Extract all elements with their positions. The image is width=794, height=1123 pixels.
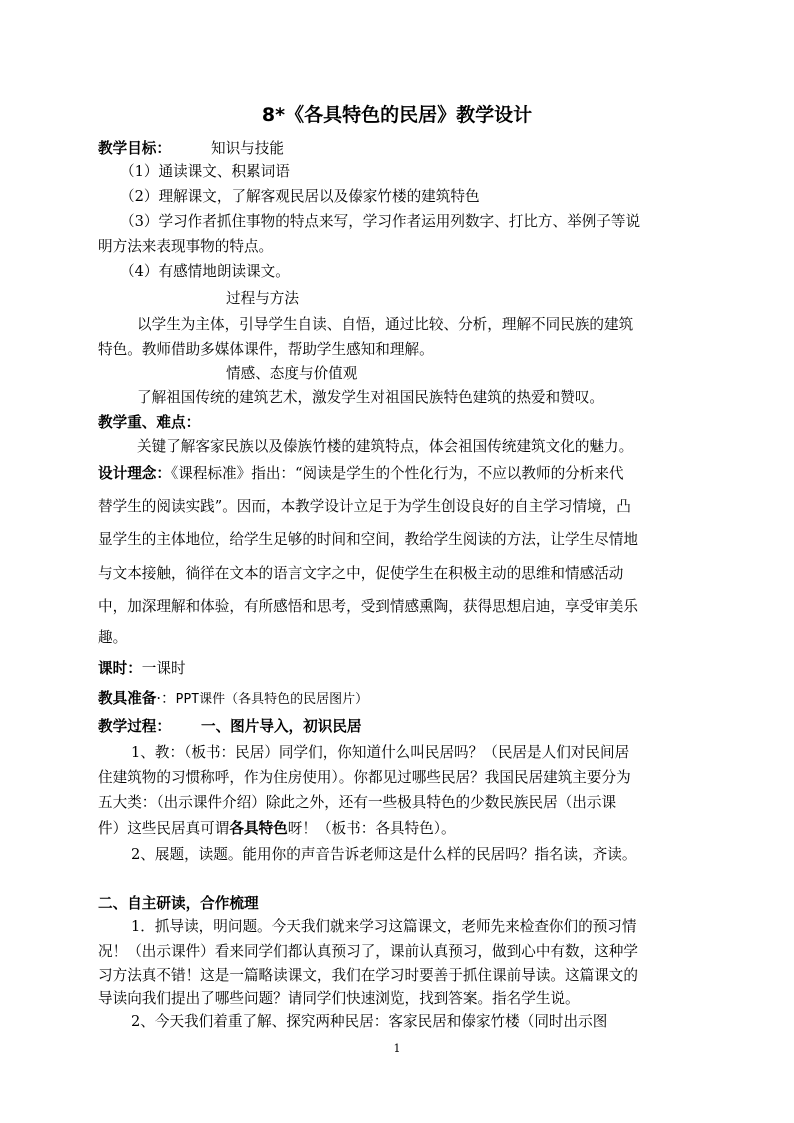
concept-line-1 <box>98 463 624 485</box>
concept-label: 设计理念： <box>98 465 171 482</box>
step-1-text-pre: 件）这些民居真可谓 <box>98 820 230 837</box>
goal-item-3-cont: 明方法来表现事物的特点。 <box>98 238 274 255</box>
step-2-line: 2、展题，读题。能用你的声音告诉老师这是什么样的民居吗？指名读，齐读。 <box>131 846 637 863</box>
process-line <box>98 716 362 738</box>
step-1-text-post: 呀！（板书：各具特色）。 <box>287 820 456 837</box>
process-paragraph: 以学生为主体，引导学生自读、自悟，通过比较、分析，理解不同民族的建筑 <box>137 316 634 333</box>
goals-sub-process: 过程与方法 <box>226 290 299 307</box>
hours-line <box>98 658 186 680</box>
concept-line-5: 中，加深理解和体验，有所感悟和思考，受到情感熏陶，获得思想启迪，享受审美乐 <box>98 598 638 615</box>
goals-line <box>98 138 284 160</box>
step-1-line-1: 1、教：（板书：民居）同学们，你知道什么叫民居吗？（民居是人们对民间居 <box>131 744 630 761</box>
process-paragraph-cont: 特色。教师借助多媒体课件，帮助学生感知和理解。 <box>98 341 434 358</box>
step-1-line-2: 住建筑物的习惯称呼，作为住房使用）。你都见过哪些民居？我国民居建筑主要分为 <box>98 769 631 786</box>
tools-line <box>98 688 368 711</box>
concept-line-4: 与文本接触，徜徉在文本的语言文字之中，促使学生在积极主动的思维和情感活动 <box>98 565 624 582</box>
section-2-line-5: 2、今天我们着重了解、探究两种民居：客家民居和傣家竹楼（同时出示图 <box>131 1013 608 1030</box>
hours-text: 一课时 <box>141 660 186 677</box>
step-1-line-3: 五大类：（出示课件介绍）除此之外，还有一些极具特色的少数民族民居（出示课 <box>98 794 617 811</box>
tools-label: 教具准备 <box>98 690 157 707</box>
goal-item-1: （1）通读课文、积累词语 <box>120 163 290 180</box>
step-1-line-4 <box>98 818 456 840</box>
concept-line-3: 显学生的主体地位，给学生足够的时间和空间，教给学生阅读的方法，让学生尽情地 <box>98 531 638 548</box>
goal-item-4: （4）有感情地朗读课文。 <box>120 263 290 280</box>
hours-label: 课时： <box>98 660 142 677</box>
page-title: 8*《各具特色的民居》教学设计 <box>261 104 533 126</box>
step-1-text-bold: 各具特色 <box>229 820 288 837</box>
goal-item-2: （2）理解课文，了解客观民居以及傣家竹楼的建筑特色 <box>120 188 480 205</box>
keypoints-text: 关键了解客家民族以及傣族竹楼的建筑特点，体会祖国传统建筑文化的魅力。 <box>137 438 634 455</box>
keypoints-label: 教学重、难点： <box>98 414 201 431</box>
section-1-heading: 一、图片导入，初识民居 <box>200 718 362 735</box>
tools-separator: ·： <box>156 690 176 707</box>
process-label: 教学过程： <box>98 718 171 735</box>
emotion-paragraph: 了解祖国传统的建筑艺术，激发学生对祖国民族特色建筑的热爱和赞叹。 <box>137 389 605 406</box>
section-2-line-4: 导读向我们提出了哪些问题？请同学们快速浏览，找到答案。指名学生说。 <box>98 990 580 1007</box>
goals-sub-knowledge: 知识与技能 <box>210 140 284 157</box>
concept-line-2: 替学生的阅读实践”。因而，本教学设计立足于为学生创设良好的自主学习情境，凸 <box>98 498 631 515</box>
section-2-line-1: 1．抓导读，明问题。今天我们就来学习这篇课文，老师先来检查你们的预习情 <box>131 918 637 935</box>
goals-label: 教学目标： <box>98 140 171 157</box>
concept-text-1: 《课程标准》指出：“阅读是学生的个性化行为，不应以教师的分析来代 <box>170 465 624 482</box>
section-2-heading: 二、自主研读，合作梳理 <box>98 895 259 912</box>
section-2-line-3: 习方法真不错！这是一篇略读课文，我们在学习时要善于抓住课前导读。这篇课文的 <box>98 967 638 984</box>
page-number: 1 <box>393 1042 401 1055</box>
section-2-line-2: 况！（出示课件）看来同学们都认真预习了，课前认真预习，做到心中有数，这种学 <box>98 943 638 960</box>
tools-text: PPT课件（各具特色的民居图片） <box>175 692 369 707</box>
concept-line-6: 趣。 <box>98 629 128 646</box>
goals-sub-emotion: 情感、态度与价值观 <box>226 365 358 382</box>
goal-item-3: （3）学习作者抓住事物的特点来写，学习作者运用列数字、打比方、举例子等说 <box>120 213 641 230</box>
